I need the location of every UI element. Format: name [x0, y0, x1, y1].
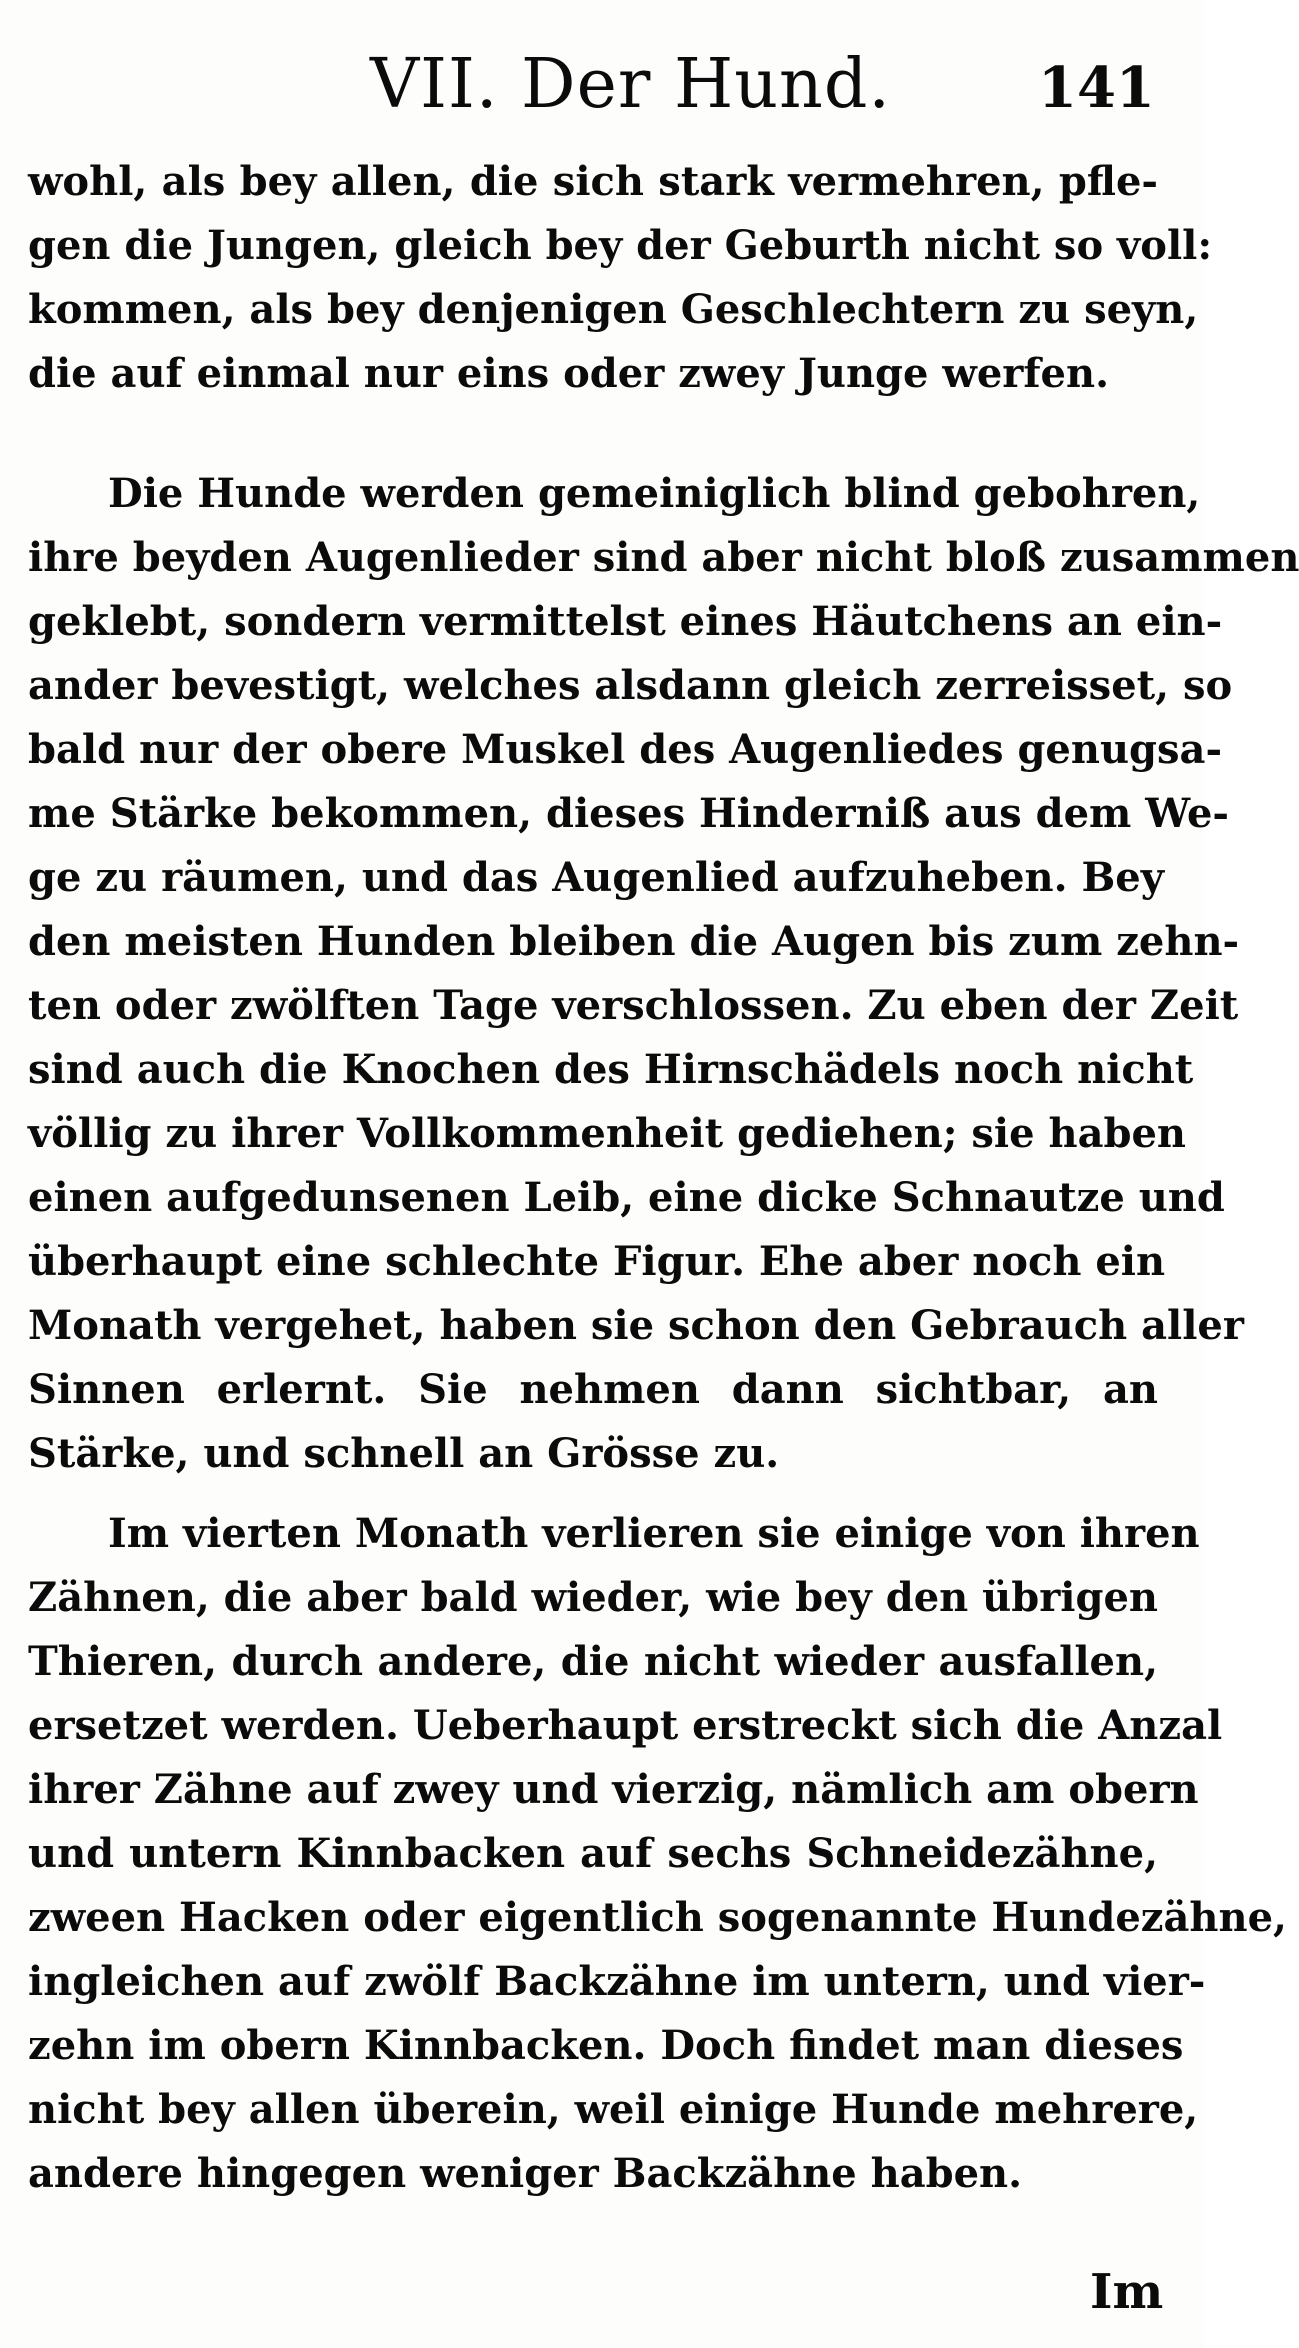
text-line: ander bevestigt, welches alsdann gleich zerreisset, so [28, 662, 1233, 709]
text-line: nicht bey allen überein, weil einige Hunde mehrere, [28, 2086, 1199, 2133]
text-line: wohl, als bey allen, die sich stark vermehren, pfle- [28, 158, 1158, 205]
text-line: bald nur der obere Muskel des Augenliedes genugsa- [28, 726, 1223, 773]
text-line: Sinnen erlernt. Sie nehmen dann sichtbar, an [28, 1366, 1158, 1413]
text-line: zween Hacken oder eigentlich sogenannte Hundezähne, [28, 1894, 1287, 1941]
running-header [0, 40, 1204, 130]
catchword: Im [1090, 2264, 1164, 2320]
text-line: gen die Jungen, gleich bey der Geburth nicht so voll: [28, 222, 1213, 269]
text-line: überhaupt eine schlechte Figur. Ehe aber noch ein [28, 1238, 1166, 1285]
text-line: den meisten Hunden bleiben die Augen bis zum zehn- [28, 918, 1240, 965]
text-line: andere hingegen weniger Backzähne haben. [28, 2150, 1023, 2197]
text-line: kommen, als bey denjenigen Geschlechtern zu seyn, [28, 286, 1199, 333]
text-line: ingleichen auf zwölf Backzähne im untern, und vier- [28, 1958, 1206, 2005]
text-line: völlig zu ihrer Vollkommenheit gediehen; sie haben [28, 1110, 1186, 1157]
text-line: einen aufgedunsenen Leib, eine dicke Schnautze und [28, 1174, 1225, 1221]
text-line: Monath vergehet, haben sie schon den Gebrauch aller [28, 1302, 1244, 1349]
text-line: Thieren, durch andere, die nicht wieder ausfallen, [28, 1638, 1158, 1685]
paragraph-3 [28, 1502, 1287, 2206]
paragraph-2 [28, 462, 1299, 1486]
text-line: geklebt, sondern vermittelst eines Häutchens an ein- [28, 598, 1223, 645]
text-line: Stärke, und schnell an Grösse zu. [28, 1430, 780, 1477]
paragraph-1 [28, 150, 1213, 406]
chapter-title: VII. Der Hund. [370, 45, 891, 124]
text-line: sind auch die Knochen des Hirnschädels noch nicht [28, 1046, 1194, 1093]
text-line: Die Hunde werden gemeiniglich blind gebohren, [108, 470, 1201, 517]
text-line: und untern Kinnbacken auf sechs Schneidezähne, [28, 1830, 1158, 1877]
text-line: ten oder zwölften Tage verschlossen. Zu eben der Zeit [28, 982, 1239, 1029]
text-line: ihre beyden Augenlieder sind aber nicht bloß zusammen [28, 534, 1299, 581]
text-line: ge zu räumen, und das Augenlied aufzuheben. Bey [28, 854, 1164, 901]
text-line: die auf einmal nur eins oder zwey Junge werfen. [28, 350, 1110, 397]
text-line: zehn im obern Kinnbacken. Doch findet man dieses [28, 2022, 1184, 2069]
text-line: ihrer Zähne auf zwey und vierzig, nämlich am obern [28, 1766, 1199, 1813]
text-line: Im vierten Monath verlieren sie einige von ihren [108, 1510, 1200, 1557]
text-line: ersetzet werden. Ueberhaupt erstreckt sich die Anzal [28, 1702, 1223, 1749]
text-line: me Stärke bekommen, dieses Hinderniß aus dem We- [28, 790, 1229, 837]
text-line: Zähnen, die aber bald wieder, wie bey den übrigen [28, 1574, 1158, 1621]
page-number: 141 [1038, 55, 1155, 121]
